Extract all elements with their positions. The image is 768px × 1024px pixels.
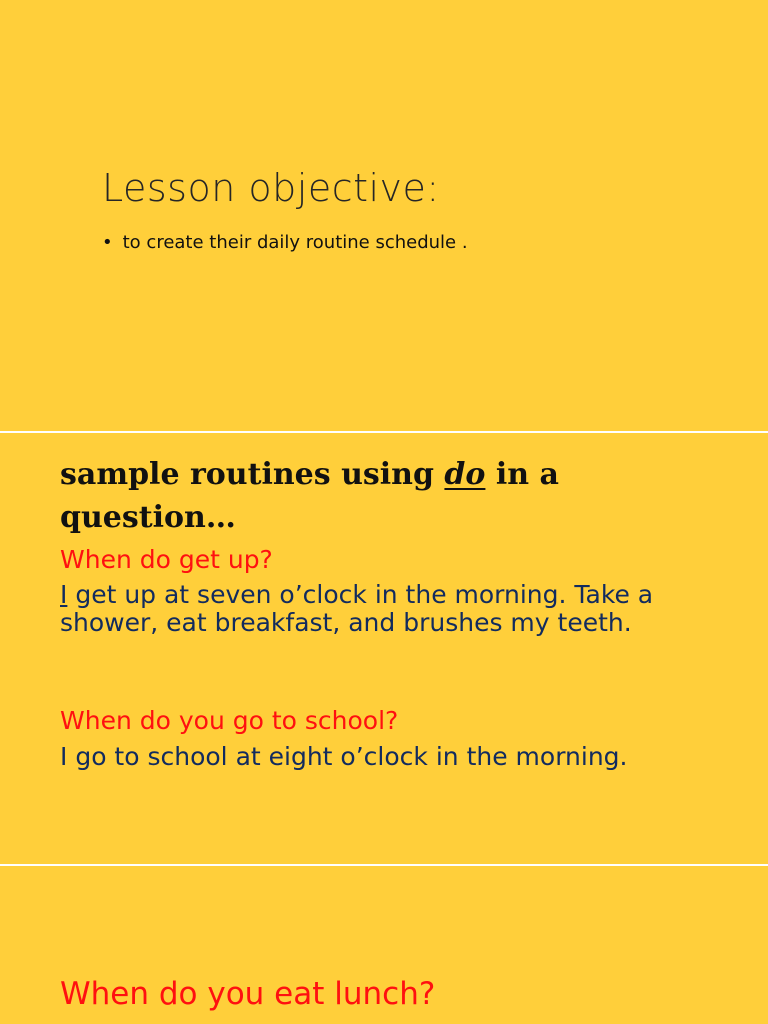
bullet-dot-icon: • bbox=[102, 232, 113, 253]
question-eat-lunch: When do you eat lunch? bbox=[60, 976, 436, 1012]
answer-get-up-text: get up at seven o’clock in the morning. Take a shower, eat breakfast, and brushes my teeth. bbox=[60, 580, 654, 637]
answer-go-to-school bbox=[60, 743, 750, 771]
heading-text-start: sample routines using bbox=[60, 457, 445, 492]
heading-emphasis-do: do bbox=[444, 457, 486, 492]
objective-bullet bbox=[102, 232, 468, 253]
objective-bullet-text: to create their daily routine schedule . bbox=[122, 232, 468, 253]
sample-routines-heading bbox=[60, 453, 740, 539]
answer-get-up bbox=[60, 581, 750, 637]
answer-go-to-school-text: I go to school at eight o’clock in the morning. bbox=[60, 742, 628, 771]
heading-text-end: in a question… bbox=[60, 457, 559, 535]
slide-3 bbox=[0, 866, 768, 1024]
slide-1 bbox=[0, 0, 768, 431]
slide-2 bbox=[0, 433, 768, 864]
answer-lead-word: I bbox=[60, 580, 68, 609]
question-go-to-school: When do you go to school? bbox=[60, 706, 399, 735]
lesson-objective-title: Lesson objective: bbox=[102, 166, 440, 210]
question-get-up: When do get up? bbox=[60, 545, 273, 574]
